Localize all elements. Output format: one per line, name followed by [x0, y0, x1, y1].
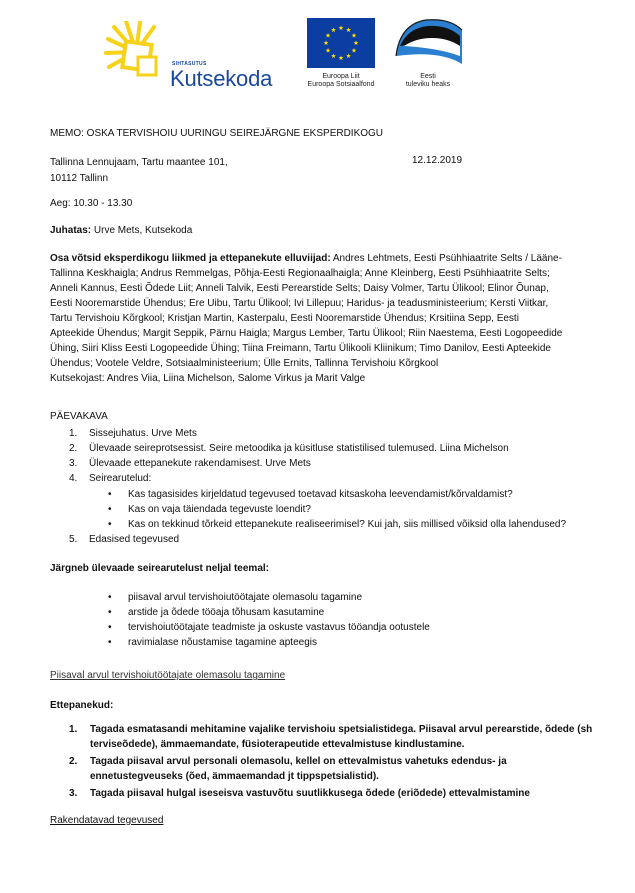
agenda-subitem [108, 504, 311, 516]
chair [50, 225, 192, 237]
proposal-number: 3. [69, 788, 78, 799]
topic-item [108, 622, 430, 634]
kutsekoda-sun-icon [104, 21, 168, 83]
topic-item-text: arstide ja õdede tööaja tõhusam kasutamine [128, 607, 325, 618]
kutsekoda-logo [104, 21, 274, 91]
bullet-icon: • [108, 592, 112, 603]
eu-caption-line1: Euroopa Liit [322, 73, 360, 80]
proposal-text: Tagada piisaval hulgal iseseisva vastuvõtu suutlikkusega õdede (eriõdede) ettevalmistamine [90, 788, 530, 799]
estonia-caption-line1: Eesti [420, 73, 436, 80]
agenda-item-number: 5. [69, 534, 78, 545]
topic-item-text: piisaval arvul tervishoiutöötajate olemasolu tagamine [128, 592, 363, 603]
bullet-icon: • [108, 489, 112, 500]
estonia-logo [390, 16, 465, 94]
agenda-title: PÄEVAKAVA [50, 411, 108, 422]
participants-line: Ühing, Siiri Kliss Eesti Logopeedide Ühing; Tiina Freimann, Tartu Ülikooli Kliinikum; Timo Danilov, Eesti Apteekide [50, 343, 551, 354]
kutsekoda-small-label: SIHTASUTUS [172, 61, 207, 67]
proposal-text: Tagada piisaval arvul personali olemasolu, kellel on ettevalmistus vahetuks edendus- ja [90, 756, 507, 767]
agenda-subitem [108, 519, 566, 531]
agenda-item [69, 458, 311, 470]
participants-line: Ühendus; Vootele Veldre, Sotsiaalministeerium; Ülle Ernits, Tallinna Tervishoiu Kõrgkool [50, 358, 439, 369]
chair-value: Urve Mets, Kutsekoda [91, 225, 193, 236]
memo-date: 12.12.2019 [412, 155, 463, 166]
meeting-time: Aeg: 10.30 - 13.30 [50, 198, 133, 209]
proposal-number: 2. [69, 756, 78, 767]
memo-title: MEMO: OSKA TERVISHOIU UURINGU SEIREJÄRGNE EKSPERDIKOGU [50, 128, 384, 139]
participants-text: Andres Lehtmets, Eesti Psühhiaatrite Selts / Lääne- [330, 253, 562, 264]
agenda-subitem-text: Kas on vaja täiendada tegevuste loendit? [128, 504, 311, 515]
topic-item [108, 592, 362, 604]
agenda-item [69, 428, 197, 440]
agenda-item-number: 3. [69, 458, 78, 469]
agenda-item-number: 1. [69, 428, 78, 439]
participants-line: Kutsekojast: Andres Viia, Liina Michelson, Salome Virkus ja Marit Valge [50, 373, 366, 384]
proposal-text: terviseõdede), ämmaemandate, füsioterapeutide ettevalmistuse kindlustamine. [90, 739, 465, 750]
agenda-subitem-text: Kas tagasisides kirjeldatud tegevused toetavad kitsaskoha leevendamist/kõrvaldamist? [128, 489, 513, 500]
agenda-item-number: 2. [69, 443, 78, 454]
proposal-text: ennetustegveuseks (õed, ämmaemandad jt tippspetsialistid). [90, 771, 379, 782]
bullet-icon: • [108, 504, 112, 515]
bullet-icon: • [108, 622, 112, 633]
topic-item [108, 607, 324, 619]
agenda-item-number: 4. [69, 473, 78, 484]
agenda-item-text: Edasised tegevused [89, 534, 180, 545]
section-title: Piisaval arvul tervishoiutöötajate olemasolu tagamine [50, 670, 286, 681]
agenda-item [69, 473, 151, 485]
eu-caption-line2: Euroopa Sotsiaalfond [307, 81, 375, 88]
participants-line: Apteekide Ühendus; Margit Seppik, Pärnu Haigla; Margus Lember, Tartu Ülikool; Riin Naestema, Eesti Logopeedide [50, 328, 563, 339]
actions-title: Rakendatavad tegevused [50, 815, 164, 826]
participants-line: Tartu Tervishoiu Kõrgkool; Kristjan Martin, Kasterpalu, Eesti Nooremarstide Ühendus; Krsitiina Sepp, Eesti [50, 313, 519, 324]
kutsekoda-name: Kutsekoda [170, 66, 273, 91]
bullet-icon: • [108, 519, 112, 530]
agenda-subitem-text: Kas on tekkinud tõrkeid ettepanekute realiseerimisel? Kui jah, siis millised võiksid olla lahendused? [128, 519, 567, 530]
participants-line [50, 253, 562, 265]
agenda-subitem [108, 489, 513, 501]
estonia-flag-icon [390, 16, 465, 72]
chair-label: Juhatas: [50, 225, 92, 236]
agenda-item-text: Seirearutelud: [89, 473, 152, 484]
eu-caption [299, 73, 383, 89]
agenda-item [69, 443, 509, 455]
topics-title: Järgneb ülevaade seirearutelust neljal teemal: [50, 563, 269, 574]
bullet-icon: • [108, 637, 112, 648]
eu-logo [307, 18, 375, 93]
bullet-icon: • [108, 607, 112, 618]
participants-line: Eesti Nooremarstide Ühendus; Ere Uibu, Tartu Ülikool; Ivi Lillepuu; Haridus- ja teadusministeerium; Kersti Viitkar, [50, 298, 549, 309]
agenda-item-text: Ülevaade ettepanekute rakendamisest. Urve Mets [89, 458, 311, 469]
address-line2: 10112 Tallinn [50, 173, 109, 184]
topic-item-text: ravimialase nõustamise tagamine apteegis [128, 637, 317, 648]
participants-line: Tallinna Keskhaigla; Andrus Remmelgas, Põhja-Eesti Regionaalhaigla; Anne Kleinberg, Eesti Psühhiaatrite Selts; [50, 268, 550, 279]
agenda-item-text: Ülevaade seireprotsessist. Seire metoodika ja küsitluse statistilised tulemused. Liina Michelson [89, 443, 509, 454]
proposal-number: 1. [69, 724, 78, 735]
proposals-title: Ettepanekud: [50, 700, 114, 711]
agenda-item [69, 534, 179, 546]
eu-flag-icon [307, 18, 375, 68]
estonia-caption [392, 73, 464, 89]
address-line1: Tallinna Lennujaam, Tartu maantee 101, [50, 157, 228, 168]
topic-item [108, 637, 317, 649]
participants-label: Osa võtsid eksperdikogu liikmed ja ettepanekute elluviijad: [50, 253, 331, 264]
participants-line: Anneli Kannus, Eesti Õdede Liit; Anneli Talvik, Eesti Perearstide Selts; Daisy Volmer, Tartu Ülikool; Elinor Õunap, [50, 283, 549, 294]
proposal-text: Tagada esmatasandi mehitamine vajalike tervishoiu spetsialistidega. Piisaval arvul perearstide, õdede (sh [90, 724, 593, 735]
agenda-item-text: Sissejuhatus. Urve Mets [89, 428, 197, 439]
estonia-caption-line2: tuleviku heaks [405, 81, 451, 88]
topic-item-text: tervishoiutöötajate teadmiste ja oskuste vastavus tööandja ootustele [128, 622, 430, 633]
